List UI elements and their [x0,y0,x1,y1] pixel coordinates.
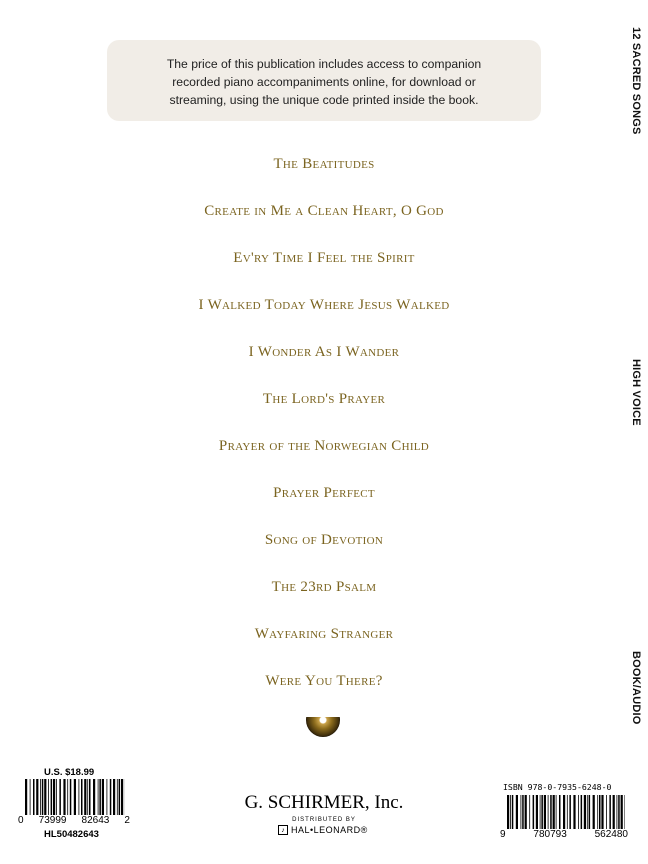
upc-digit-group: 0 [18,815,24,826]
ean-digit-group: 9 [500,829,506,840]
song-title: Wayfaring Stranger [254,626,394,642]
isbn-label: ISBN 978-0-7935-6248-0 [503,782,612,792]
song-title: The 23rd Psalm [271,579,377,595]
song-title: Song of Devotion [264,532,384,548]
upc-digit-group: 73999 [38,815,67,826]
song-title: The Lord's Prayer [262,391,386,407]
song-title: Prayer of the Norwegian Child [218,438,430,454]
song-title: I Walked Today Where Jesus Walked [198,297,450,313]
ean-digit-group: 562480 [594,829,628,840]
song-title: Were You There? [265,673,383,689]
hal-leonard-icon: ♪ [278,825,288,835]
notice-line-1: The price of this publication includes access to companion [166,57,482,71]
ean-digit-group: 780793 [533,829,567,840]
ean-digits [500,829,628,840]
isbn-barcode [507,795,625,829]
item-number: HL50482643 [44,829,99,840]
distributed-by-label: DISTRIBUTED BY [292,817,356,823]
access-notice-box [107,40,541,121]
notice-line-3: streaming, using the unique code printed inside the book. [169,93,479,107]
hal-leonard-logo [278,824,368,836]
distributor-name: HAL•LEONARD® [291,825,368,835]
publisher-name: G. SCHIRMER, Inc. [244,792,404,813]
notice-line-2: recorded piano accompaniments online, for download or [172,75,476,89]
upc-digit-group: 2 [124,815,130,826]
song-title: Prayer Perfect [273,485,375,501]
song-title: The Beatitudes [273,156,375,172]
song-title: Create in Me a Clean Heart, O God [204,203,444,219]
upc-digit-group: 82643 [81,815,110,826]
price-label: U.S. $18.99 [44,767,95,778]
song-title: I Wonder As I Wander [248,344,400,360]
cd-disc-icon [306,717,340,737]
song-title: Ev'ry Time I Feel the Spirit [233,250,415,266]
